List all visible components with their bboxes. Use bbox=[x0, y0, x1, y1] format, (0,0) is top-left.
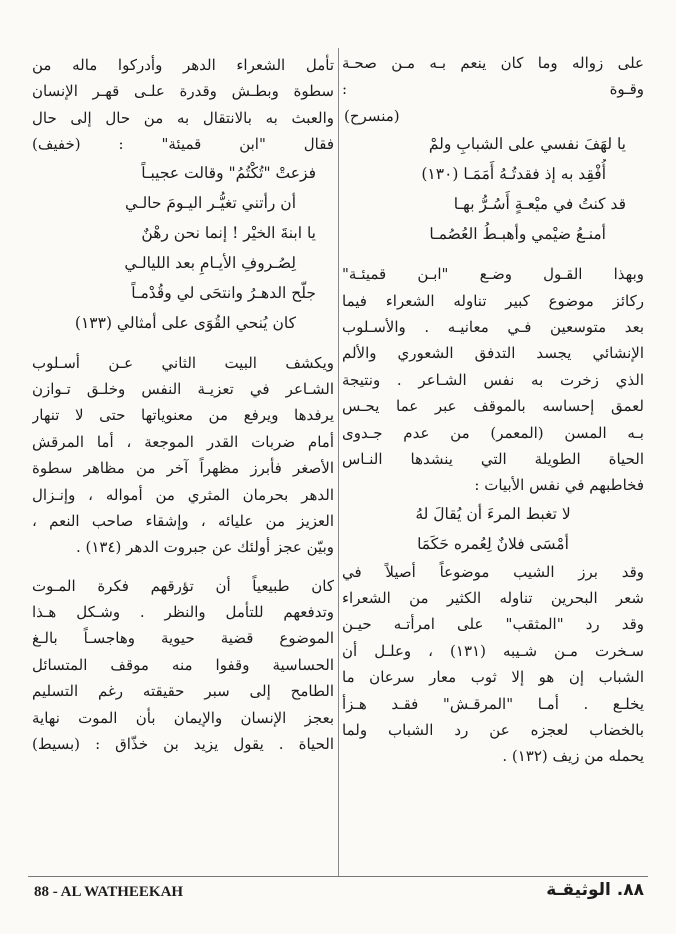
text-line: الحياة الطويلة التي ينشدها النـاس bbox=[342, 449, 644, 468]
text-line: يحمله من زيف (١٣٢) . bbox=[502, 747, 644, 766]
footer-rule bbox=[28, 876, 648, 877]
text-line: فخاطبهم في نفس الأبيات : bbox=[474, 476, 644, 495]
text-line: الطامح إلى سبر حقيقته رغم التسليم bbox=[32, 682, 334, 701]
text-line: الشباب إن هو إلا ثوب معار سرعان ما bbox=[342, 668, 644, 687]
poem-verse: كان يُنحي القُوَى على أمثالي (١٣٣) bbox=[74, 313, 296, 332]
text-line: فقال "ابن قميئة" : (خفيف) bbox=[32, 135, 334, 154]
text-line: لعمق إحساسه بالموقف عبر عما يحـس bbox=[342, 397, 644, 416]
text-line: يخلـع . أمـا "المرقـش" فقـد هـزأ bbox=[342, 694, 644, 713]
poem-verse: يا ابنةَ الخيْر ! إنما نحن رهْنٌ bbox=[141, 223, 316, 242]
text-line: يرفدها ويرفع من معنوياتها حتى لا تنهار bbox=[32, 406, 334, 425]
poem-verse: أمْسَى فلانٌ لِعُمره حَكَمَا bbox=[417, 534, 569, 553]
text-line: ويكشف البيت الثاني عـن أسـلوب bbox=[32, 353, 334, 372]
footer-page-label-arabic: ٨٨. الوثيقـة bbox=[546, 880, 644, 900]
text-line: سطوة وبطـش وقدرة علـى قهـر الإنسان bbox=[32, 82, 334, 101]
poem-verse: جلّح الدهـرُ وانتحَى لي وقُدْمـاً bbox=[131, 283, 316, 302]
text-line: وتدفعهم للتأمل والنظر . وشـكل هـذا bbox=[32, 603, 334, 622]
paragraph-gap bbox=[342, 249, 644, 261]
text-line: بعد متوسعين فـي معانيـه . والأسـلوب bbox=[342, 317, 644, 336]
right-text-column bbox=[342, 50, 644, 770]
text-line: الشـاعر في تعزيـة النفس وخلـق تـوازن bbox=[32, 379, 334, 398]
text-line: الموضوع قضية حيوية وهاجسـاً بالـغ bbox=[32, 629, 334, 648]
poem-verse: فزعتْ "تُكْتُمُ" وقالت عجيبـاً bbox=[141, 163, 316, 182]
text-line: الدهر بحرمان المثري من أمواله ، وإنـزال bbox=[32, 485, 334, 504]
text-line: شعر البحرين تناوله الكثير من الشعراء bbox=[342, 589, 644, 608]
text-line: الإنشائي يجسد التدفق الشعوري والألم bbox=[342, 344, 644, 363]
footer-page-label-latin: 88 - AL WATHEEKAH bbox=[34, 884, 184, 900]
text-line: بالخضاب لعجزه عن رد الشباب ولما bbox=[342, 721, 644, 740]
poem-verse: يا لهَفَ نفسي على الشبابِ ولمْ bbox=[428, 135, 626, 154]
text-line: ركائز موضوع كبير تناوله الشعراء فيما bbox=[342, 291, 644, 310]
poem-verse: أُفْقِد به إذ فقدتُـهُ أَمَمَـا (١٣٠) bbox=[421, 165, 606, 184]
paragraph-gap bbox=[32, 561, 334, 573]
text-line: بـه المسن (المعمر) من عدم جـدوى bbox=[342, 423, 644, 442]
text-line: وقـوة : bbox=[342, 80, 644, 99]
paragraph-gap bbox=[32, 338, 334, 350]
text-line: الحياة . يقول يزيد بن خذّاق : (بسيط) bbox=[32, 735, 334, 754]
text-line: أمام ضربات القدر الموجعة ، أما المرقش bbox=[32, 432, 334, 451]
text-line: سـخرت مـن شـيبه (١٣١) ، وعلـل أن bbox=[342, 641, 644, 660]
text-line: العزيز من عليائه ، وإشقاء صاحب النعم ، bbox=[32, 511, 334, 530]
column-divider bbox=[338, 48, 339, 876]
text-line: كان طبيعياً أن تؤرقهم فكرة المـوت bbox=[32, 576, 334, 595]
text-line: تأمل الشعراء الدهر وأدركوا ماله من bbox=[32, 56, 334, 74]
left-text-column bbox=[32, 52, 334, 757]
poem-verse: لا تغبط المرءَ أن يُقالَ لهُ bbox=[415, 504, 571, 523]
text-line: والعبث به بالانتقال به من حال إلى حال bbox=[32, 108, 334, 127]
poem-verse: أمنـعُ ضيْمي وأهبـطُ العُصُمـا bbox=[429, 225, 606, 244]
text-line: وبهذا القـول وضـع "ابـن قميئـة" bbox=[342, 265, 644, 284]
poem-verse: قد كنتُ في ميْعـةٍ أَسُـرُّ بهـا bbox=[453, 195, 626, 214]
text-line: بعجز الإنسان والإيمان بأن الموت نهاية bbox=[32, 708, 334, 727]
text-line: الأصغر فأبرز مظهراً آخر من مظاهر سطوة bbox=[32, 459, 334, 478]
text-line: الحساسية وقفوا منه موقف المتسائل bbox=[32, 655, 334, 674]
text-line: وقد رد "المثقب" على امرأتـه حيـن bbox=[342, 615, 644, 634]
text-line: على زواله وما كان ينعم بـه مـن صحـة bbox=[342, 54, 644, 72]
text-line: الذي زخرت به نفس الشـاعر . ونتيجة bbox=[342, 370, 644, 389]
text-line: وقد برز الشيب موضوعاً أصيلاً في bbox=[342, 562, 644, 581]
poetic-meter-label: (منسرح) bbox=[344, 106, 400, 125]
poem-verse: لِصُـروفِ الأيـامِ بعد الليالـي bbox=[124, 253, 296, 272]
poem-verse: أن رأتني تغيُّـر اليـومَ حالـي bbox=[125, 193, 296, 212]
text-line: وبيّن عجز أولئك عن جبروت الدهر (١٣٤) . bbox=[75, 538, 334, 557]
